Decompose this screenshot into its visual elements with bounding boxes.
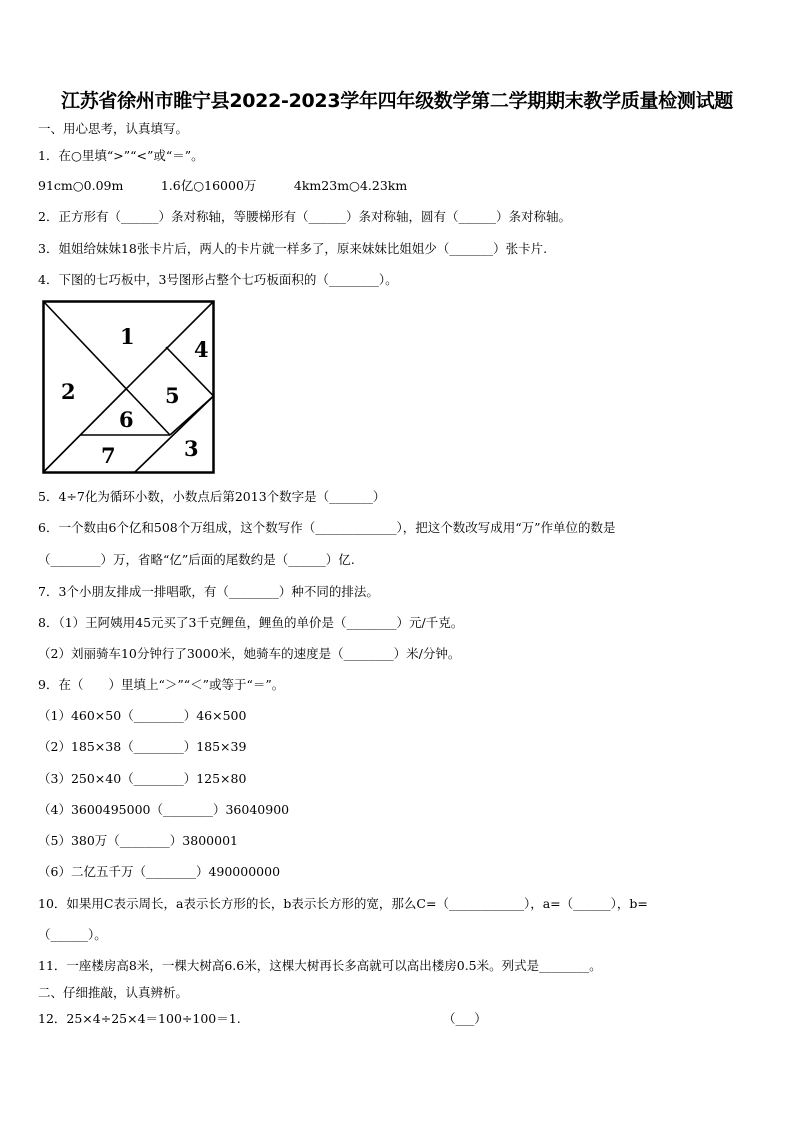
question-2: 2．正方形有（______）条对称轴，等腰梯形有（______）条对称轴，圆有（______）条对称轴。 — [38, 209, 571, 224]
section-heading-2: 二、仔细推敲，认真辨析。 — [38, 985, 189, 1000]
question-12: 12．25×4÷25×4＝100÷100＝1. — [38, 1011, 241, 1026]
tangram-label-2: 2 — [61, 379, 76, 404]
question-9-item: （4）3600495000（________）36040900 — [38, 802, 290, 817]
question-9-item: （3）250×40（________）125×80 — [38, 771, 247, 786]
question-6-line-1: 6．一个数由6个亿和508个万组成，这个数写作（_____________），把这个数改写成用“万”作单位的数是 — [38, 520, 616, 535]
tangram-label-4: 4 — [194, 337, 209, 362]
question-8-part-1: 8．（1）王阿姨用45元买了3千克鲤鱼，鲤鱼的单价是（________）元/千克。 — [38, 615, 464, 630]
question-12-answer-blank: （___） — [443, 1011, 487, 1026]
question-11: 11．一座楼房高8米，一棵大树高6.6米，这棵大树再长多高就可以高出楼房0.5米。列式是________。 — [38, 958, 602, 973]
question-6-line-2: （________）万，省略“亿”后面的尾数约是（______）亿. — [38, 552, 355, 567]
question-1-items: 91cm○0.09m 1.6亿○16000万 4km23m○4.23km — [38, 178, 408, 193]
tangram-label-1: 1 — [120, 324, 135, 349]
question-9-item: （6）二亿五千万（________）490000000 — [38, 864, 281, 879]
page-title: 江苏省徐州市睢宁县2022-2023学年四年级数学第二学期期末教学质量检测试题 — [61, 90, 733, 112]
section-heading-1: 一、用心思考，认真填写。 — [38, 121, 189, 136]
question-5: 5．4÷7化为循环小数，小数点后第2013个数字是（_______） — [38, 489, 386, 504]
tangram-label-6: 6 — [119, 407, 134, 432]
question-9-item: （2）185×38（________）185×39 — [38, 739, 247, 754]
question-9-item: （5）380万（________）3800001 — [38, 833, 238, 848]
question-10-line-2: （______）。 — [38, 927, 107, 942]
question-1: 1．在○里填“>”“<”或“＝”。 — [38, 148, 204, 163]
question-9-item: （1）460×50（________）46×500 — [38, 708, 247, 723]
tangram-label-3: 3 — [184, 436, 199, 461]
question-4: 4．下图的七巧板中，3号图形占整个七巧板面积的（________）。 — [38, 272, 398, 287]
question-7: 7．3个小朋友排成一排唱歌，有（________）种不同的排法。 — [38, 584, 379, 599]
question-3: 3．姐姐给妹妹18张卡片后，两人的卡片就一样多了，原来妹妹比姐姐少（_______）张卡片. — [38, 241, 548, 256]
tangram-label-5: 5 — [165, 383, 180, 408]
tangram-figure — [42, 300, 216, 475]
tangram-label-7: 7 — [101, 443, 116, 468]
question-8-part-2: （2）刘丽骑车10分钟行了3000米，她骑车的速度是（________）米/分钟。 — [38, 646, 461, 661]
question-10-line-1: 10．如果用C表示周长，a表示长方形的长，b表示长方形的宽，那么C=（____________），a=（______），b= — [38, 896, 648, 911]
question-9: 9．在（ ）里填上“＞”“＜”或等于“＝”。 — [38, 677, 285, 692]
